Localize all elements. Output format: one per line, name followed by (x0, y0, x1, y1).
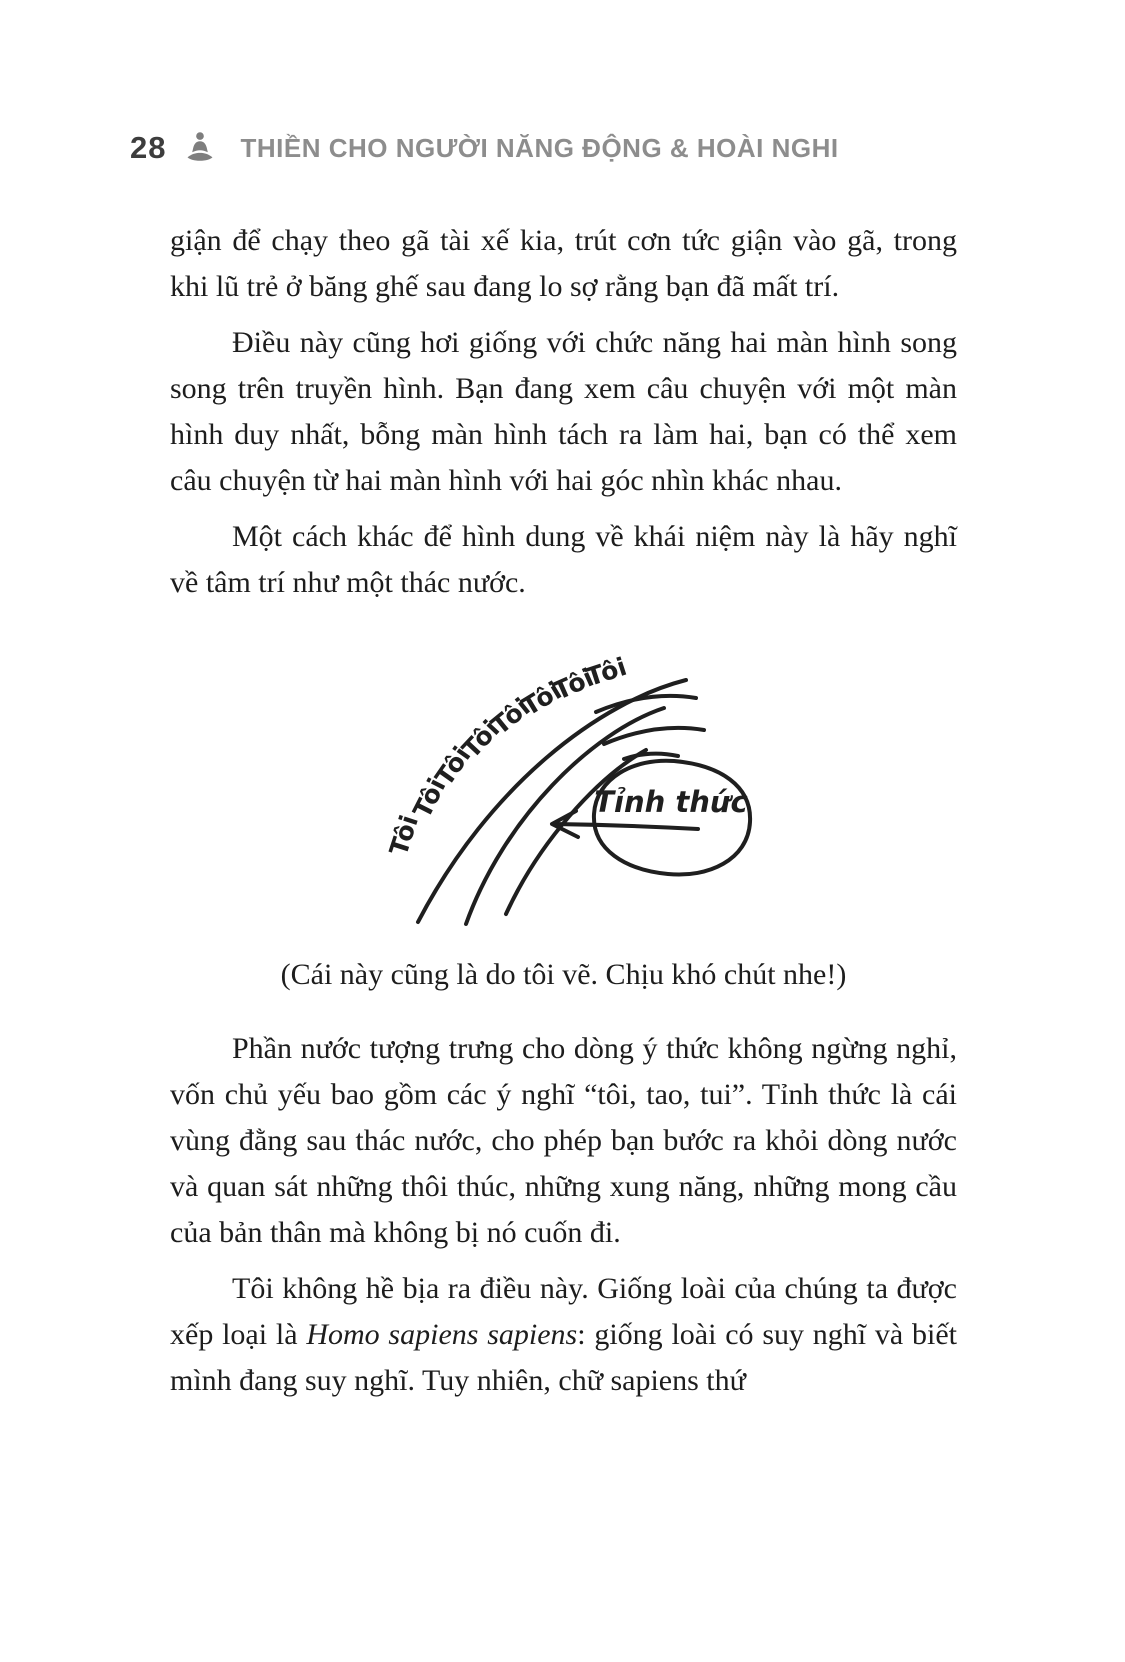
paragraph-homo-sapiens (170, 1266, 957, 1404)
paragraph-water-meaning: Phần nước tượng trưng cho dòng ý thức không ngừng nghỉ, vốn chủ yếu bao gồm các ý nghĩ “tôi, tao, tui”. Tỉnh thức là cái vùng đằng sau thác nước, cho phép bạn bước ra khỏi dòng nước và quan sát những thôi thúc, những xung năng, những mong cầu của bản thân mà không bị nó cuốn đi. (170, 1032, 957, 1249)
page-header (130, 130, 839, 166)
waterfall-mini-arc (624, 754, 678, 759)
book-title: THIỀN CHO NGƯỜI NĂNG ĐỘNG & HOÀI NGHI (240, 132, 839, 163)
paragraph-text-after-italic: : giống loài có suy nghĩ và biết mình đang suy nghĩ. Tuy nhiên, chữ sapiens thứ (170, 1318, 957, 1397)
page-content (170, 218, 957, 1414)
stream-thought-label: Tôi (549, 662, 598, 706)
figure-caption: (Cái này cũng là do tôi vẽ. Chịu khó chút nhe!) (280, 958, 847, 991)
paragraph-two-screens: Điều này cũng hơi giống với chức năng hai màn hình song song trên truyền hình. Bạn đang xem câu chuyện với một màn hình duy nhất, bỗng màn hình tách ra làm hai, bạn có thể xem câu chuyện từ hai màn hình với hai góc nhìn khác nhau. (170, 326, 957, 497)
latin-species-name: Homo sapiens sapiens (306, 1318, 578, 1351)
stream-thought-label: Tôi (516, 675, 567, 722)
stream-thought-label: Tôi (383, 811, 424, 860)
paragraph-text-before-italic: Tôi không hề bịa ra điều này. Giống loài của chúng ta được xếp loại là (170, 1272, 957, 1351)
arrow-shaft (554, 824, 698, 829)
paragraph-continuation: giận để chạy theo gã tài xế kia, trút cơn tức giận vào gã, trong khi lũ trẻ ở băng ghế sau đang lo sợ rằng bạn đã mất trí. (170, 224, 957, 303)
stream-thought-label: Tôi (429, 741, 477, 792)
page-number: 28 (130, 130, 167, 165)
stream-thought-label: Tôi (407, 773, 452, 823)
waterfall-illustration (348, 616, 808, 928)
stream-thought-label: Tôi (582, 651, 631, 692)
stream-thought-label: Tôi (456, 714, 506, 764)
paragraph-waterfall-intro: Một cách khác để hình dung về khái niệm này là hãy nghĩ về tâm trí như một thác nước. (170, 520, 957, 599)
meditation-icon (182, 131, 218, 165)
awareness-label: Tỉnh thức (594, 785, 748, 819)
stream-thought-label: Tôi (485, 692, 536, 741)
